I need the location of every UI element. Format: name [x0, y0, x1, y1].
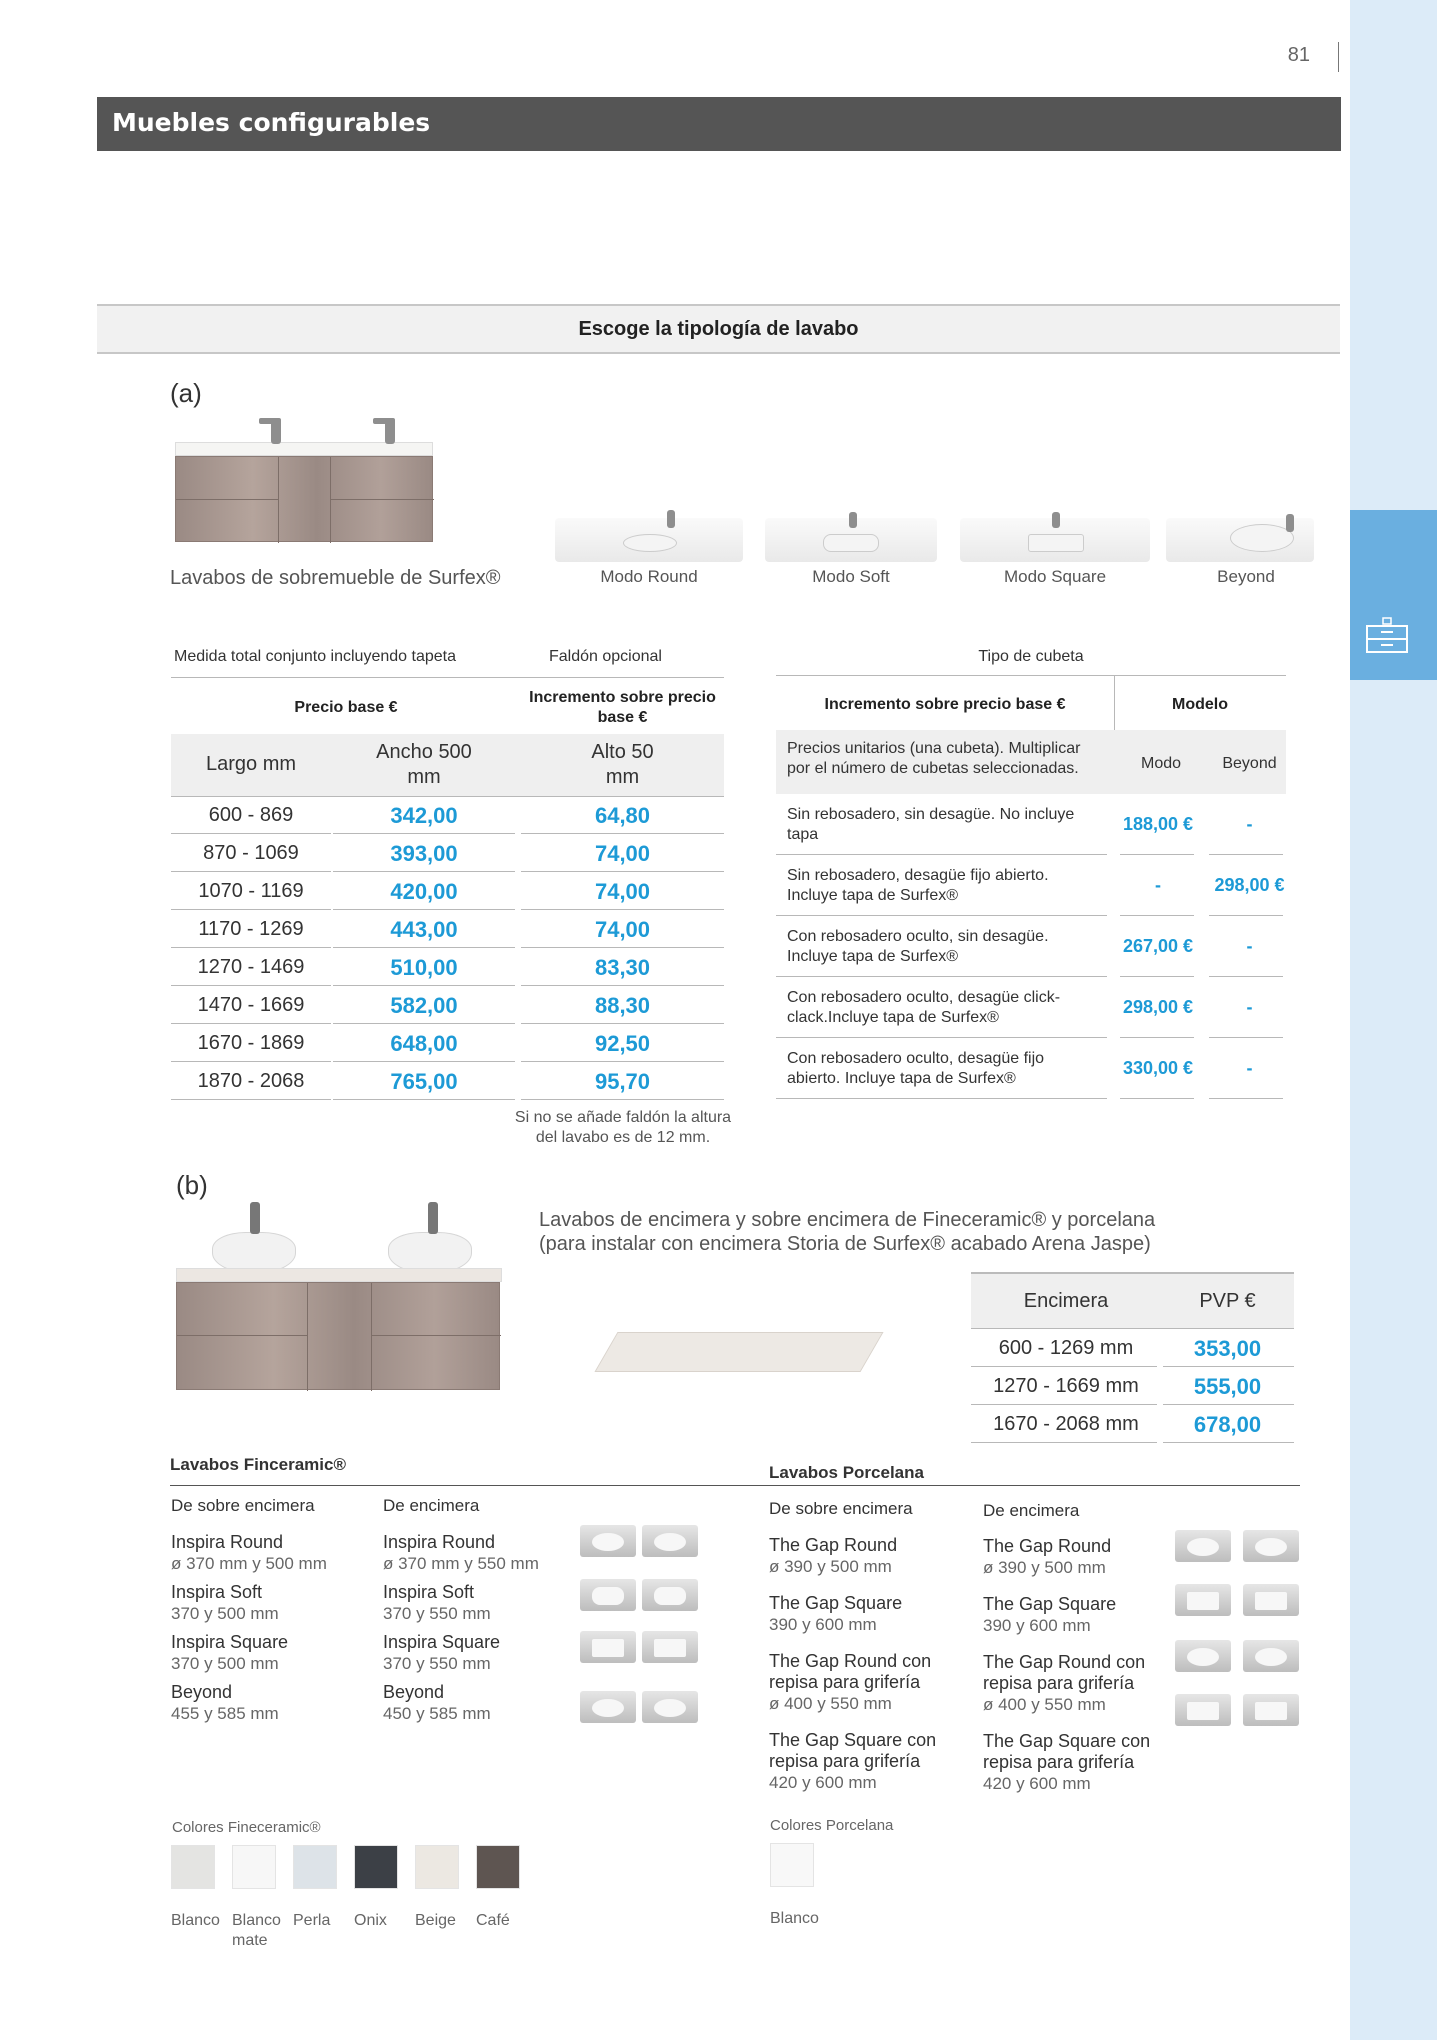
price-row-ancho: 393,00 — [390, 841, 458, 866]
price-row-largo: 1670 - 1869 — [197, 1032, 305, 1054]
price-row-alto: 74,00 — [594, 917, 651, 942]
cubeta-row-modo: 188,00 € — [1122, 814, 1194, 834]
vanity-b-image — [176, 1198, 502, 1392]
divider — [521, 909, 724, 910]
cubeta-row-beyond: - — [1246, 1058, 1253, 1078]
color-swatch[interactable] — [232, 1845, 276, 1889]
product-dimensions: 420 y 600 mm — [769, 1773, 877, 1792]
price-row-alto: 83,30 — [594, 955, 651, 980]
page-number: 81 — [1287, 44, 1310, 66]
product-name: The Gap Round con repisa para grifería — [769, 1651, 932, 1692]
table-top-label: Tipo de cubeta — [978, 648, 1084, 665]
fineceramic-title: Lavabos Finceramic® — [170, 1455, 346, 1474]
divider — [333, 985, 515, 986]
sink-model-label: Modo Soft — [812, 567, 890, 586]
color-label: Café — [476, 1912, 510, 1929]
divider — [1120, 854, 1194, 855]
divider — [1209, 976, 1283, 977]
color-label: Blanco — [770, 1910, 819, 1927]
divider — [171, 796, 724, 797]
divider — [333, 909, 515, 910]
divider — [333, 1061, 515, 1062]
divider — [171, 1099, 331, 1100]
product-dimensions: 390 y 600 mm — [769, 1615, 877, 1634]
modo-round-image — [555, 518, 743, 562]
color-label: Blanco — [171, 1912, 220, 1929]
cubeta-row-modo: 267,00 € — [1122, 936, 1194, 956]
fineceramic-encimera-title: De encimera — [383, 1496, 480, 1515]
divider — [971, 1404, 1157, 1405]
col-header-ancho: Ancho 500 mm — [376, 741, 472, 788]
divider — [171, 909, 331, 910]
sink-thumbnail — [642, 1579, 698, 1611]
cubeta-row-desc: Sin rebosadero, sin desagüe. No incluye tapa — [787, 806, 1075, 843]
porcelana-title: Lavabos Porcelana — [769, 1463, 924, 1482]
sink-thumbnail — [642, 1525, 698, 1557]
modo-soft-image — [765, 518, 937, 562]
table-top-label: Faldón opcional — [549, 648, 662, 665]
sink-thumbnail — [580, 1525, 636, 1557]
divider — [171, 833, 331, 834]
color-label: Blanco mate — [232, 1912, 281, 1949]
color-swatch[interactable] — [354, 1845, 398, 1889]
beyond-image — [1166, 518, 1314, 562]
product-name: The Gap Square con repisa para grifería — [983, 1731, 1151, 1772]
product-name: The Gap Round — [983, 1536, 1112, 1556]
cubeta-row-beyond: 298,00 € — [1214, 875, 1285, 895]
divider — [1163, 1366, 1294, 1367]
col-header-encimera: Encimera — [1023, 1290, 1109, 1312]
product-name: The Gap Round con repisa para grifería — [983, 1652, 1146, 1693]
price-row-ancho: 582,00 — [390, 993, 458, 1018]
sink-thumbnail — [1243, 1584, 1299, 1616]
encimera-row-price: 555,00 — [1193, 1374, 1262, 1399]
price-row-largo: 1470 - 1669 — [197, 994, 305, 1016]
price-row-alto: 92,50 — [594, 1031, 651, 1056]
cabinet-icon — [1363, 612, 1411, 660]
encimera-row-size: 600 - 1269 mm — [998, 1337, 1134, 1359]
product-name: The Gap Square — [769, 1593, 903, 1613]
divider — [521, 1061, 724, 1062]
col-header-modelo: Modelo — [1172, 696, 1228, 713]
divider — [776, 1037, 1107, 1038]
section-a-caption: Lavabos de sobremueble de Surfex® — [170, 567, 501, 589]
divider — [1209, 1037, 1283, 1038]
color-swatch[interactable] — [770, 1843, 814, 1887]
side-strip — [1350, 0, 1437, 2040]
encimera-row-price: 353,00 — [1193, 1336, 1262, 1361]
porcelana-thumbnails — [1175, 1530, 1300, 1730]
divider — [171, 947, 331, 948]
divider — [171, 985, 331, 986]
price-row-largo: 600 - 869 — [208, 804, 294, 826]
countertop-image — [606, 1322, 872, 1378]
encimera-row-size: 1670 - 2068 mm — [993, 1413, 1139, 1435]
sink-thumbnail — [1175, 1530, 1231, 1562]
price-row-ancho: 443,00 — [390, 917, 458, 942]
price-row-largo: 1070 - 1169 — [198, 880, 304, 902]
col-header-precio-base: Precio base € — [294, 699, 398, 716]
divider — [521, 947, 724, 948]
price-row-alto: 74,00 — [594, 879, 651, 904]
cubeta-row-desc: Con rebosadero oculto, desagüe click-clack.Incluye tapa de Surfex® — [787, 989, 1061, 1026]
divider — [170, 1485, 1300, 1486]
sink-model-label: Beyond — [1217, 567, 1275, 586]
porcelana-encimera-title: De encimera — [983, 1501, 1080, 1520]
divider — [971, 1328, 1294, 1329]
encimera-row-price: 678,00 — [1193, 1412, 1262, 1437]
cubeta-row-beyond: - — [1246, 814, 1253, 834]
divider — [776, 1098, 1107, 1099]
product-name: Beyond — [171, 1682, 233, 1702]
page-number-divider — [1338, 42, 1339, 72]
price-row-largo: 1170 - 1269 — [198, 918, 304, 940]
product-dimensions: 370 y 550 mm — [383, 1604, 491, 1623]
caption-line: (para instalar con encimera Storia de Surfex® acabado Arena Jaspe) — [539, 1233, 1151, 1255]
price-row-largo: 1870 - 2068 — [197, 1070, 305, 1092]
product-name: The Gap Square con repisa para grifería — [769, 1730, 937, 1771]
product-name: Inspira Soft — [171, 1582, 263, 1602]
product-name: Inspira Square — [383, 1632, 501, 1652]
price-row-largo: 870 - 1069 — [203, 842, 299, 864]
divider — [521, 985, 724, 986]
divider — [1209, 915, 1283, 916]
divider — [521, 833, 724, 834]
caption-line: Lavabos de encimera y sobre encimera de Fineceramic® y porcelana — [539, 1209, 1156, 1231]
fineceramic-colors-title: Colores Fineceramic® — [172, 1819, 321, 1836]
encimera-row-size: 1270 - 1669 mm — [993, 1375, 1139, 1397]
product-dimensions: ø 400 y 550 mm — [983, 1695, 1106, 1714]
product-dimensions: ø 370 mm y 500 mm — [171, 1554, 327, 1573]
color-swatch[interactable] — [171, 1845, 215, 1889]
price-row-ancho: 420,00 — [390, 879, 458, 904]
sink-thumbnail — [642, 1631, 698, 1663]
divider — [333, 1023, 515, 1024]
product-dimensions: 390 y 600 mm — [983, 1616, 1091, 1635]
sink-thumbnail — [1243, 1694, 1299, 1726]
cubeta-row-modo: 330,00 € — [1122, 1058, 1194, 1078]
product-name: The Gap Square — [983, 1594, 1117, 1614]
product-dimensions: ø 370 mm y 550 mm — [383, 1554, 539, 1573]
price-row-ancho: 510,00 — [390, 955, 458, 980]
section-title: Muebles configurables — [112, 108, 431, 137]
sink-thumbnail — [1175, 1584, 1231, 1616]
divider — [333, 947, 515, 948]
faldon-note: Si no se añade faldón la altura del lavabo es de 12 mm. — [514, 1109, 732, 1146]
col-header-pvp: PVP € — [1199, 1290, 1256, 1312]
col-header-largo: Largo mm — [205, 753, 297, 775]
fineceramic-sobre-title: De sobre encimera — [171, 1496, 315, 1515]
section-b-caption — [539, 1208, 1155, 1256]
sink-thumbnail — [1175, 1694, 1231, 1726]
product-dimensions: ø 400 y 550 mm — [769, 1694, 892, 1713]
divider — [171, 1061, 331, 1062]
divider — [776, 854, 1107, 855]
color-label: Beige — [415, 1912, 456, 1929]
col-header-incremento: Incremento sobre precio base € — [824, 696, 1066, 713]
divider — [521, 1099, 724, 1100]
sink-thumbnail — [580, 1691, 636, 1723]
sink-thumbnail — [580, 1631, 636, 1663]
sink-thumbnail — [1243, 1640, 1299, 1672]
divider — [171, 677, 724, 678]
product-dimensions: 370 y 550 mm — [383, 1654, 491, 1673]
divider — [1120, 1037, 1194, 1038]
cubeta-intro: Precios unitarios (una cubeta). Multiplicar por el número de cubetas seleccionadas. — [787, 740, 1081, 777]
color-swatch[interactable] — [293, 1845, 337, 1889]
fineceramic-thumbnails — [580, 1525, 710, 1730]
divider — [1120, 1098, 1194, 1099]
product-dimensions: 370 y 500 mm — [171, 1654, 279, 1673]
product-dimensions: 420 y 600 mm — [983, 1774, 1091, 1793]
col-header-alto: Alto 50 mm — [591, 741, 654, 788]
divider — [333, 1099, 515, 1100]
cubeta-row-modo: 298,00 € — [1122, 997, 1194, 1017]
table-top-label: Medida total conjunto incluyendo tapeta — [174, 648, 456, 665]
price-row-largo: 1270 - 1469 — [197, 956, 305, 978]
porcelana-sobre-title: De sobre encimera — [769, 1499, 913, 1518]
sink-thumbnail — [1175, 1640, 1231, 1672]
product-name: Inspira Round — [383, 1532, 496, 1552]
section-b-label: (b) — [176, 1170, 208, 1200]
sink-model-label: Modo Square — [1003, 567, 1107, 586]
cubeta-row-modo: - — [1155, 875, 1161, 895]
sink-model-label: Modo Round — [600, 567, 698, 586]
color-swatch[interactable] — [476, 1845, 520, 1889]
divider — [1209, 854, 1283, 855]
divider — [1163, 1442, 1294, 1443]
tipologia-title: Escoge la tipología de lavabo — [578, 318, 859, 340]
color-swatch[interactable] — [415, 1845, 459, 1889]
divider — [521, 871, 724, 872]
vanity-a-image — [175, 412, 435, 544]
product-name: Inspira Square — [171, 1632, 289, 1652]
divider — [1209, 1098, 1283, 1099]
col-header-beyond: Beyond — [1222, 755, 1277, 772]
price-row-ancho: 342,00 — [390, 803, 458, 828]
cubeta-row-beyond: - — [1246, 936, 1253, 956]
divider — [776, 915, 1107, 916]
cubeta-row-desc: Con rebosadero oculto, desagüe fijo abierto. Incluye tapa de Surfex® — [787, 1050, 1045, 1087]
color-label: Onix — [354, 1912, 387, 1929]
divider — [521, 1023, 724, 1024]
product-dimensions: ø 390 y 500 mm — [983, 1558, 1106, 1577]
color-label: Perla — [293, 1912, 331, 1929]
modo-square-image — [960, 518, 1150, 562]
divider — [971, 1366, 1157, 1367]
porcelana-colors-title: Colores Porcelana — [770, 1817, 894, 1834]
product-name: Inspira Round — [171, 1532, 284, 1552]
price-row-alto: 95,70 — [594, 1069, 651, 1094]
price-row-alto: 88,30 — [594, 993, 651, 1018]
divider — [971, 1442, 1157, 1443]
divider — [776, 976, 1107, 977]
divider — [1120, 976, 1194, 977]
product-dimensions: ø 390 y 500 mm — [769, 1557, 892, 1576]
product-name: The Gap Round — [769, 1535, 898, 1555]
col-header-modo: Modo — [1140, 755, 1182, 772]
product-dimensions: 370 y 500 mm — [171, 1604, 279, 1623]
sink-thumbnail — [580, 1579, 636, 1611]
cubeta-row-desc: Con rebosadero oculto, sin desagüe. Incluye tapa de Surfex® — [787, 928, 1049, 965]
price-row-ancho: 648,00 — [390, 1031, 458, 1056]
divider — [1163, 1404, 1294, 1405]
col-header-incremento: Incremento sobre precio base € — [529, 689, 716, 726]
cubeta-row-desc: Sin rebosadero, desagüe fijo abierto. Incluye tapa de Surfex® — [787, 867, 1049, 904]
product-name: Inspira Soft — [383, 1582, 475, 1602]
divider — [171, 871, 331, 872]
price-row-alto: 64,80 — [594, 803, 651, 828]
price-row-alto: 74,00 — [594, 841, 651, 866]
product-name: Beyond — [383, 1682, 445, 1702]
divider — [171, 1023, 331, 1024]
sink-thumbnail — [1243, 1530, 1299, 1562]
divider — [1120, 915, 1194, 916]
divider — [333, 833, 515, 834]
cubeta-row-beyond: - — [1246, 997, 1253, 1017]
divider — [333, 871, 515, 872]
price-row-ancho: 765,00 — [390, 1069, 458, 1094]
section-a-label: (a) — [170, 378, 202, 408]
divider — [776, 675, 1286, 676]
product-dimensions: 455 y 585 mm — [171, 1704, 279, 1723]
sink-thumbnail — [642, 1691, 698, 1723]
product-dimensions: 450 y 585 mm — [383, 1704, 491, 1723]
